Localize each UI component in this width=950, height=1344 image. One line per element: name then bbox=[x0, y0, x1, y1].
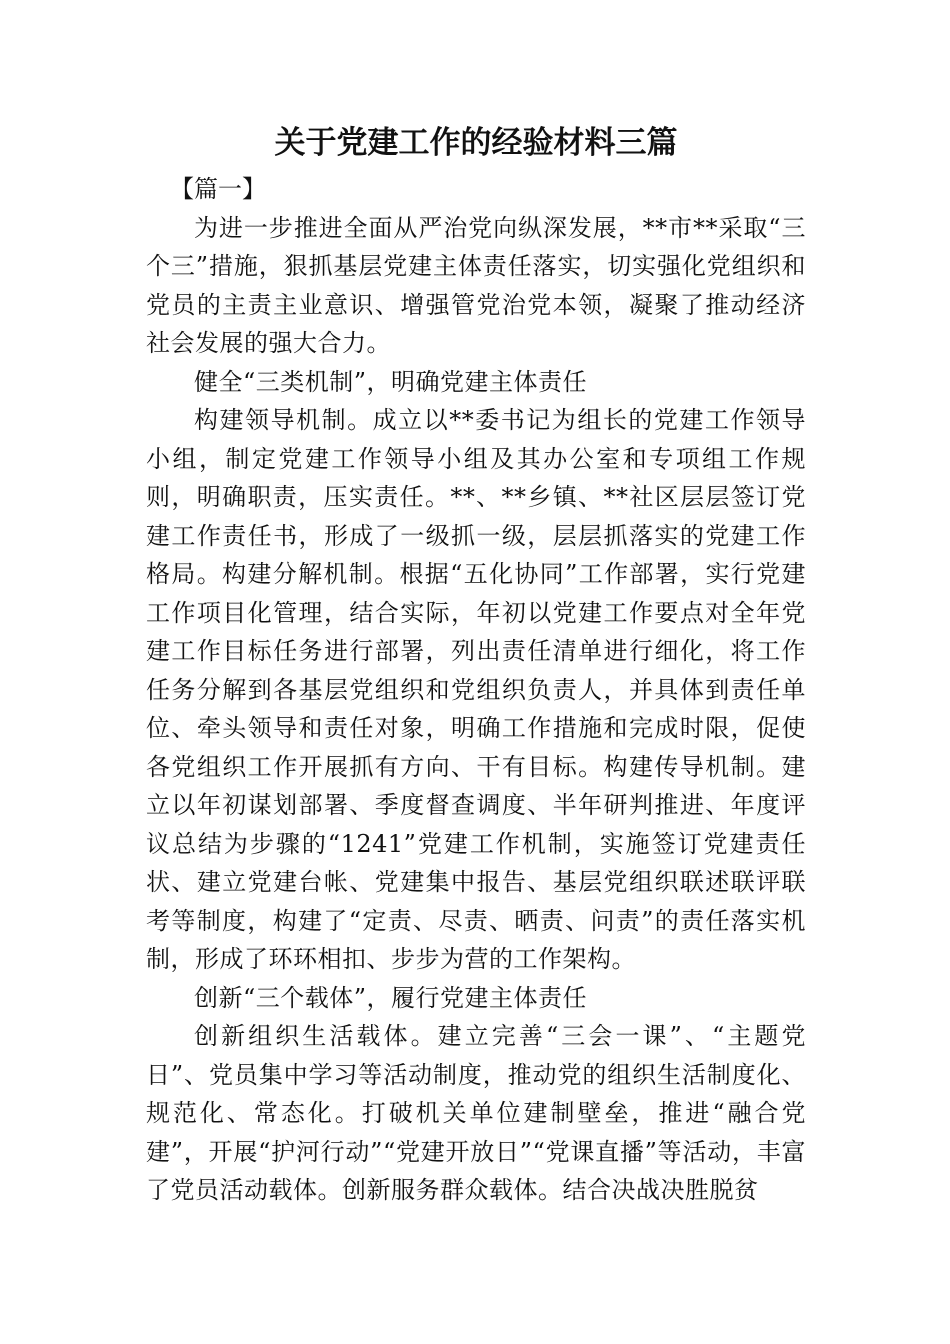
section-label: 【篇一】 bbox=[170, 175, 266, 203]
section-heading-mechanisms: 健全“三类机制”，明确党建主体责任 bbox=[194, 367, 588, 396]
mechanisms-paragraph: 构建领导机制。成立以**委书记为组长的党建工作领导小组，制定党建工作领导小组及其办公室和专项组工作规则，明确职责，压实责任。**、**乡镇、**社区层层签订党建工作责任书，形成了一级抓一级，层层抓落实的党建工作格局。构建分解机制。根据“五化协同”工作部署，实行党建工作项目化管理，结合实际，年初以党建工作要点对全年党建工作目标任务进行部署，列出责任清单进行细化，将工作任务分解到各基层党组织和党组织负责人，并具体到责任单位、牵头领导和责任对象，明确工作措施和完成时限，促使各党组织工作开展抓有方向、干有目标。构建传导机制。建立以年初谋划部署、季度督查调度、半年研判推进、年度评议总结为步骤的“1241”党建工作机制，实施签订党建责任状、建立党建台帐、党建集中报告、基层党组织联述联评联考等制度，构建了“定责、尽责、晒责、问责”的责任落实机制，形成了环环相扣、步步为营的工作架构。 bbox=[146, 406, 806, 973]
section-heading-carriers: 创新“三个载体”，履行党建主体责任 bbox=[194, 983, 588, 1012]
document-title: 关于党建工作的经验材料三篇 bbox=[274, 125, 678, 161]
document-page bbox=[146, 118, 806, 1210]
intro-paragraph: 为进一步推进全面从严治党向纵深发展，**市**采取“三个三”措施，狠抓基层党建主体责任落实，切实强化党组织和党员的主责主业意识、增强管党治党本领，凝聚了推动经济社会发展的强大合力。 bbox=[146, 213, 806, 357]
carriers-paragraph: 创新组织生活载体。建立完善“三会一课”、“主题党日”、党员集中学习等活动制度，推动党的组织生活制度化、规范化、常态化。打破机关单位建制壁垒，推进“融合党建”，开展“护河行动”“党建开放日”“党课直播”等活动，丰富了党员活动载体。创新服务群众载体。结合决战决胜脱贫 bbox=[146, 1022, 806, 1204]
